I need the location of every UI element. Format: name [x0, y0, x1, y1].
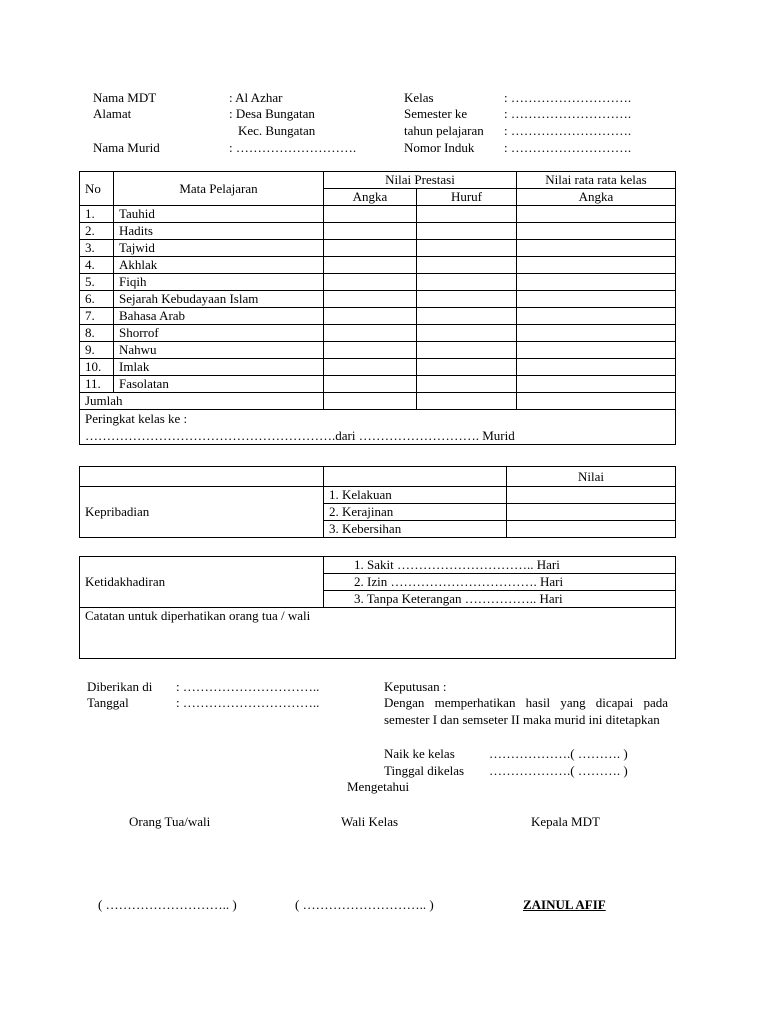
- alamat-label: Alamat: [93, 106, 132, 121]
- diberikan-label: Diberikan di: [87, 679, 153, 694]
- absence-table: [79, 556, 676, 659]
- catatan-cell: Catatan untuk diperhatikan orang tua / wali: [80, 608, 676, 659]
- kepribadian-value-cell: [507, 521, 676, 538]
- wali-kelas-label: Wali Kelas: [341, 814, 399, 829]
- grade-rata-cell: [517, 325, 676, 342]
- jumlah-rata-cell: [517, 393, 676, 410]
- grade-subject: Fiqih: [114, 274, 324, 291]
- col-prestasi-header: Nilai Prestasi: [324, 172, 517, 189]
- grade-rata-cell: [517, 308, 676, 325]
- tahun-pelajaran-value: : ……………………….: [504, 123, 632, 138]
- peringkat-label: Peringkat kelas ke :: [85, 411, 188, 426]
- grade-row: [80, 308, 676, 325]
- grade-angka-cell: [324, 342, 417, 359]
- grade-subject: Bahasa Arab: [114, 308, 324, 325]
- grade-rata-cell: [517, 223, 676, 240]
- grade-angka-cell: [324, 308, 417, 325]
- nomor-induk-value: : ……………………….: [504, 140, 632, 155]
- personality-blank-1: [80, 467, 324, 487]
- grade-row: [80, 274, 676, 291]
- grade-rata-cell: [517, 291, 676, 308]
- grade-subject: Hadits: [114, 223, 324, 240]
- jumlah-angka-cell: [324, 393, 417, 410]
- grade-no: 10.: [80, 359, 114, 376]
- grade-huruf-cell: [417, 359, 517, 376]
- keputusan-text: Dengan memperhatikan hasil yang dicapai pada semester I dan semseter II maka murid ini ditetapkan: [384, 695, 668, 727]
- grade-rata-cell: [517, 257, 676, 274]
- grade-huruf-cell: [417, 257, 517, 274]
- grade-angka-cell: [324, 257, 417, 274]
- nomor-induk-label: Nomor Induk: [404, 140, 475, 155]
- mengetahui-label: Mengetahui: [347, 779, 410, 794]
- grade-huruf-cell: [417, 308, 517, 325]
- grade-no: 2.: [80, 223, 114, 240]
- grade-angka-cell: [324, 376, 417, 393]
- alamat-kecamatan: Kec. Bungatan: [238, 123, 316, 138]
- grade-huruf-cell: [417, 325, 517, 342]
- tanggal-value: : …………………………..: [176, 695, 320, 710]
- kelas-label: Kelas: [404, 90, 434, 105]
- peringkat-cell: [80, 410, 676, 445]
- grade-angka-cell: [324, 359, 417, 376]
- tinggal-value: ……………….( ………. ): [489, 763, 628, 778]
- grade-angka-cell: [324, 291, 417, 308]
- jumlah-huruf-cell: [417, 393, 517, 410]
- tinggal-label: Tinggal dikelas: [384, 763, 465, 778]
- grade-no: 5.: [80, 274, 114, 291]
- orang-tua-signature: ( ……………………….. ): [98, 897, 237, 912]
- tahun-pelajaran-label: tahun pelajaran: [404, 123, 484, 138]
- nilai-header: Nilai: [507, 467, 676, 487]
- kepala-mdt-label: Kepala MDT: [531, 814, 600, 829]
- semester-value: : ……………………….: [504, 106, 632, 121]
- grade-subject: Shorrof: [114, 325, 324, 342]
- grade-row: [80, 223, 676, 240]
- grade-subject: Fasolatan: [114, 376, 324, 393]
- grade-row: [80, 342, 676, 359]
- grade-row: [80, 240, 676, 257]
- personality-table: [79, 466, 676, 538]
- naik-label: Naik ke kelas: [384, 746, 455, 761]
- col-no-header: No: [80, 172, 114, 206]
- grade-no: 6.: [80, 291, 114, 308]
- grade-no: 9.: [80, 342, 114, 359]
- grade-angka-cell: [324, 206, 417, 223]
- grade-row: [80, 376, 676, 393]
- grade-row: [80, 291, 676, 308]
- grade-row: [80, 359, 676, 376]
- kepribadian-value-cell: [507, 487, 676, 504]
- kepala-mdt-name: ZAINUL AFIF: [523, 897, 606, 912]
- tanggal-label: Tanggal: [87, 695, 129, 710]
- grade-rata-cell: [517, 359, 676, 376]
- personality-blank-2: [324, 467, 507, 487]
- kepribadian-item: 1. Kelakuan: [324, 487, 507, 504]
- sub-angka2-header: Angka: [517, 189, 676, 206]
- kepribadian-value-cell: [507, 504, 676, 521]
- sub-angka-header: Angka: [324, 189, 417, 206]
- grade-angka-cell: [324, 325, 417, 342]
- absence-item: 3. Tanpa Keterangan …………….. Hari: [324, 591, 676, 608]
- absence-item: 2. Izin ……………………………. Hari: [324, 574, 676, 591]
- semester-label: Semester ke: [404, 106, 468, 121]
- grade-huruf-cell: [417, 342, 517, 359]
- grade-no: 4.: [80, 257, 114, 274]
- grade-subject: Nahwu: [114, 342, 324, 359]
- grade-subject: Tajwid: [114, 240, 324, 257]
- peringkat-line: ………………………………………………….dari ………………………. Murid: [85, 428, 515, 443]
- grade-rata-cell: [517, 342, 676, 359]
- grade-huruf-cell: [417, 376, 517, 393]
- nama-mdt-value: : Al Azhar: [229, 90, 283, 105]
- grade-no: 7.: [80, 308, 114, 325]
- nama-mdt-label: Nama MDT: [93, 90, 157, 105]
- grade-huruf-cell: [417, 206, 517, 223]
- col-subject-header: Mata Pelajaran: [114, 172, 324, 206]
- nama-murid-label: Nama Murid: [93, 140, 160, 155]
- ketidakhadiran-label: Ketidakhadiran: [80, 557, 324, 608]
- grade-no: 3.: [80, 240, 114, 257]
- grade-row: [80, 257, 676, 274]
- kepribadian-item: 3. Kebersihan: [324, 521, 507, 538]
- grade-rata-cell: [517, 274, 676, 291]
- grade-subject: Imlak: [114, 359, 324, 376]
- grade-rata-cell: [517, 376, 676, 393]
- grade-huruf-cell: [417, 291, 517, 308]
- grade-huruf-cell: [417, 240, 517, 257]
- grade-angka-cell: [324, 240, 417, 257]
- grade-no: 11.: [80, 376, 114, 393]
- grade-subject: Akhlak: [114, 257, 324, 274]
- col-rata-header: Nilai rata rata kelas: [517, 172, 676, 189]
- jumlah-label: Jumlah: [80, 393, 324, 410]
- grade-huruf-cell: [417, 223, 517, 240]
- grade-angka-cell: [324, 223, 417, 240]
- keputusan-label: Keputusan :: [384, 679, 447, 694]
- grade-rata-cell: [517, 206, 676, 223]
- grade-row: [80, 325, 676, 342]
- sub-huruf-header: Huruf: [417, 189, 517, 206]
- orang-tua-label: Orang Tua/wali: [129, 814, 211, 829]
- kepribadian-item: 2. Kerajinan: [324, 504, 507, 521]
- kelas-value: : ……………………….: [504, 90, 632, 105]
- kepribadian-label: Kepribadian: [80, 487, 324, 538]
- diberikan-value: : …………………………..: [176, 679, 320, 694]
- grade-row: [80, 206, 676, 223]
- grades-table: [79, 171, 676, 445]
- grade-subject: Tauhid: [114, 206, 324, 223]
- grade-subject: Sejarah Kebudayaan Islam: [114, 291, 324, 308]
- grade-angka-cell: [324, 274, 417, 291]
- grade-huruf-cell: [417, 274, 517, 291]
- grade-rata-cell: [517, 240, 676, 257]
- wali-kelas-signature: ( ……………………….. ): [295, 897, 434, 912]
- absence-item: 1. Sakit ………………………….. Hari: [324, 557, 676, 574]
- alamat-value: : Desa Bungatan: [229, 106, 315, 121]
- naik-value: ……………….( ………. ): [489, 746, 628, 761]
- grade-no: 1.: [80, 206, 114, 223]
- nama-murid-value: : ……………………….: [229, 140, 357, 155]
- grade-no: 8.: [80, 325, 114, 342]
